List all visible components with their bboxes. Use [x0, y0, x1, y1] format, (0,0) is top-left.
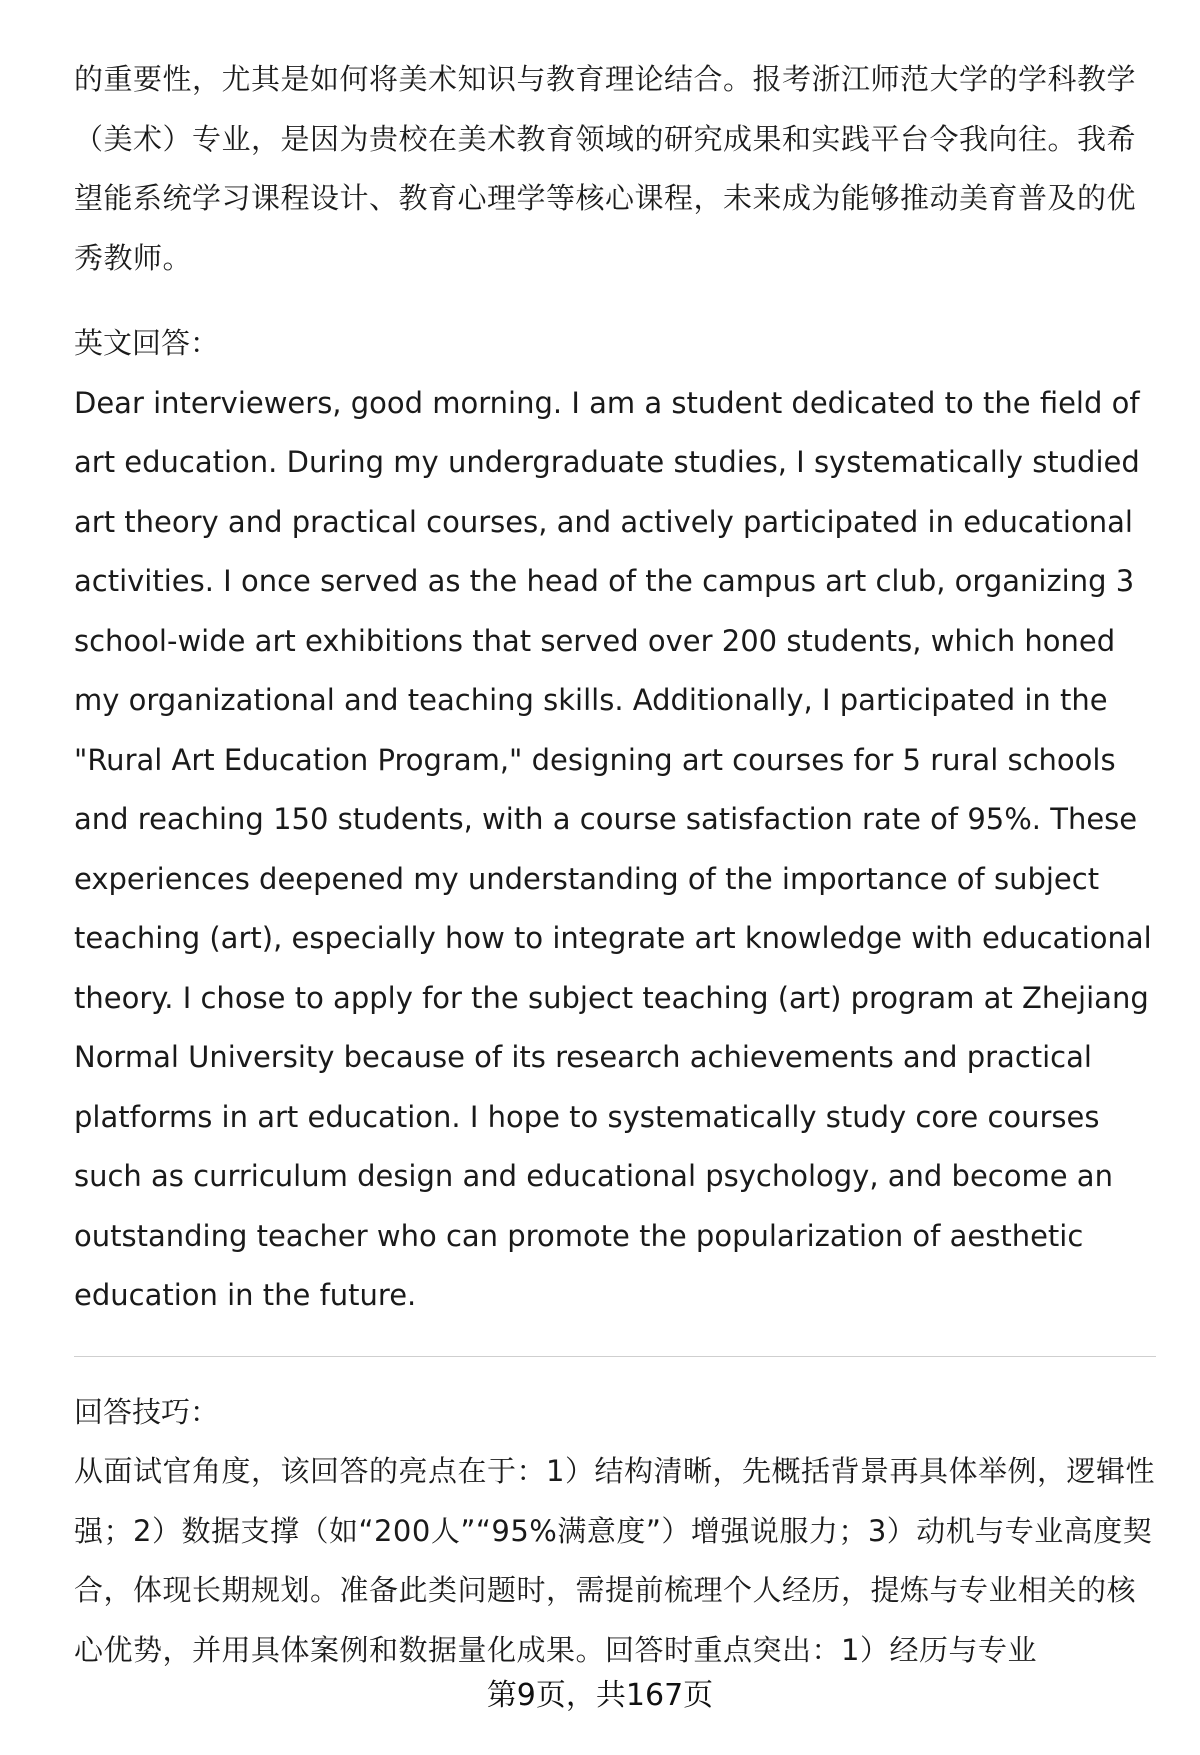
english-answer-label: 英文回答：	[74, 326, 220, 360]
tips-paragraph: 从面试官角度，该回答的亮点在于：1）结构清晰，先概括背景再具体举例，逻辑性强；2）数据支撑（如“200人”“95%满意度”）增强说服力；3）动机与专业高度契合，体现长期规划。准备此类问题时，需提前梳理个人经历，提炼与专业相关的核心优势，并用具体案例和数据量化成果。回答时重点突出：1）经历与专业	[74, 1454, 1155, 1667]
chinese-answer-paragraph: 的重要性，尤其是如何将美术知识与教育理论结合。报考浙江师范大学的学科教学（美术）专业，是因为贵校在美术教育领域的研究成果和实践平台令我向往。我希望能系统学习课程设计、教育心理学等核心课程，未来成为能够推动美育普及的优秀教师。	[74, 62, 1137, 275]
page-indicator: 第9页，共167页	[486, 1678, 714, 1713]
document-page	[74, 50, 1156, 1680]
tips-label: 回答技巧：	[74, 1394, 220, 1429]
section-divider	[74, 1356, 1156, 1357]
english-answer-paragraph: Dear interviewers, good morning. I am a student dedicated to the field of art education. During my undergraduate studies, I systematically studied art theory and practical courses, and actively participated in educational activities. I once served as the head of the campus art club, organizing 3 school-wide art exhibitions that served over 200 students, which honed my organizational and teaching skills. Additionally, I participated in the "Rural Art Education Program," designing art courses for 5 rural schools and reaching 150 students, with a course satisfaction rate of 95%. These experiences deepened my understanding of the importance of subject teaching (art), especially how to integrate art knowledge with educational theory. I chose to apply for the subject teaching (art) program at Zhejiang Normal University because of its research achievements and practical platforms in art education. I hope to systematically study core courses such as curriculum design and educational psychology, and become an outstanding teacher who can promote the popularization of aesthetic education in the future.	[74, 385, 1152, 1312]
